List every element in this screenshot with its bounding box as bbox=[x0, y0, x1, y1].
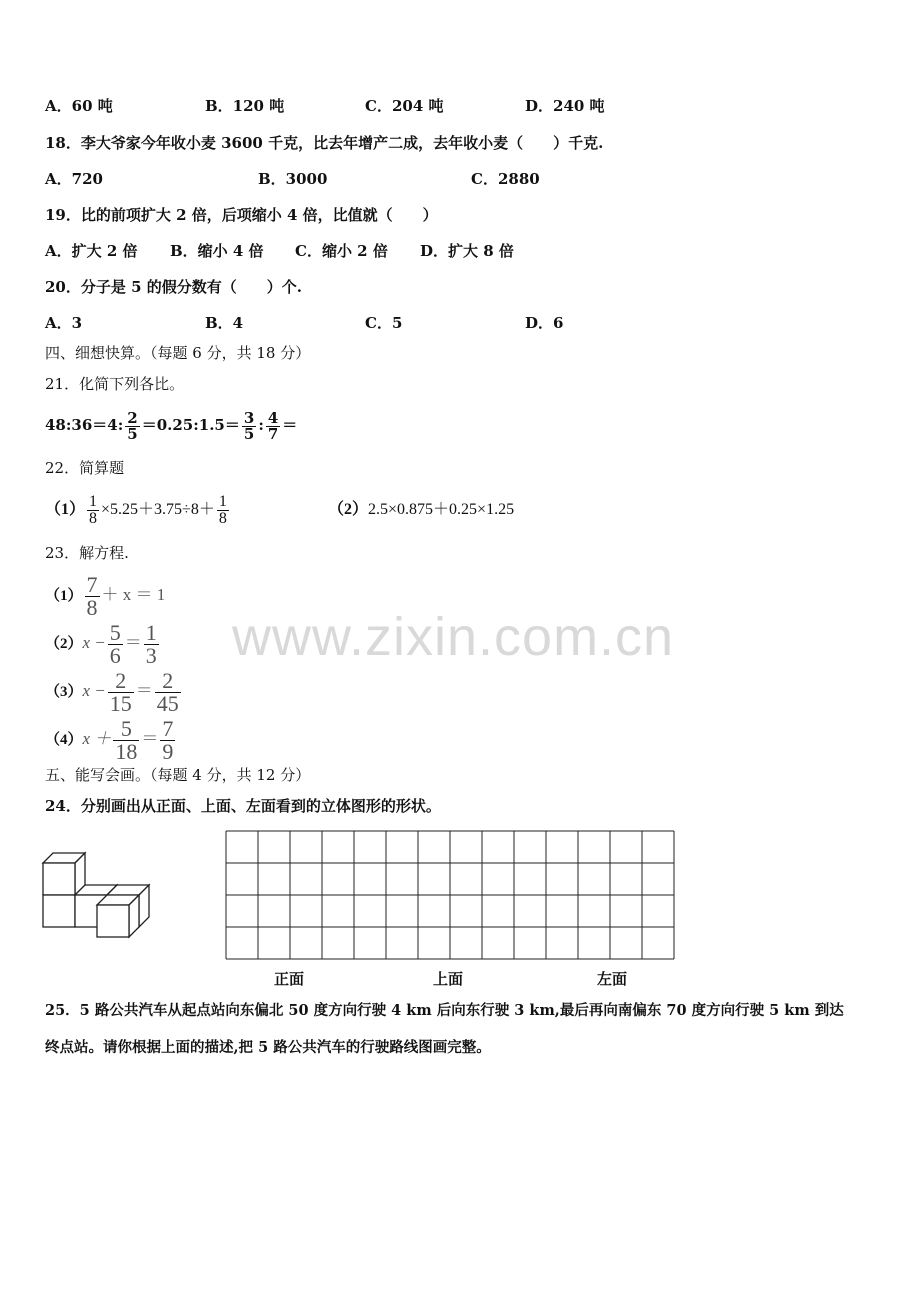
q23-equation-1: （1） $\frac{7}{8}$ ＋ x ＝ 1 bbox=[45, 572, 166, 621]
q20-option-c: C．5 bbox=[365, 314, 403, 332]
q21-expression: 48:36＝4: $\frac{2}{5}$ ＝0.25:1.5＝ $\frac{3}{5}$ : $\frac{4}{7}$ ＝ bbox=[45, 408, 298, 443]
q22-expression-1: （1） $\frac{1}{8}$ ×5.25＋3.75÷8＋ $\frac{1}{8}$ bbox=[45, 492, 227, 527]
q17-option-c: C．204 吨 bbox=[365, 97, 444, 115]
q21-stem: 21．化简下列各比。 bbox=[45, 375, 185, 393]
q17-option-d: D．240 吨 bbox=[525, 97, 605, 115]
q23-equation-2: （2）x − $\frac{5}{6}$ ＝ $\frac{1}{3}$ bbox=[45, 620, 157, 669]
q19-stem: 19．比的前项扩大 2 倍，后项缩小 4 倍，比值就（ ） bbox=[45, 206, 438, 224]
q17-option-b: B．120 吨 bbox=[205, 97, 285, 115]
q18-option-a: A．720 bbox=[45, 170, 103, 188]
section-4-heading: 四、细想快算。（每题 6 分，共 18 分） bbox=[45, 344, 311, 362]
label-front-view: 正面 bbox=[274, 970, 305, 988]
q22-stem: 22．简算题 bbox=[45, 459, 125, 477]
q19-option-b: B．缩小 4 倍 bbox=[170, 242, 264, 260]
q18-stem: 18．李大爷家今年收小麦 3600 千克，比去年增产二成，去年收小麦（ ）千克. bbox=[45, 134, 604, 152]
cube-stack-figure bbox=[40, 850, 155, 940]
q19-option-c: C．缩小 2 倍 bbox=[295, 242, 388, 260]
label-left-view: 左面 bbox=[597, 970, 628, 988]
label-top-view: 上面 bbox=[433, 970, 464, 988]
q18-option-b: B．3000 bbox=[258, 170, 328, 188]
section-5-heading: 五、能写会画。（每题 4 分，共 12 分） bbox=[45, 766, 311, 784]
watermark: www.zixin.com.cn bbox=[232, 607, 675, 667]
q24-stem: 24．分别画出从正面、上面、左面看到的立体图形的形状。 bbox=[45, 797, 441, 815]
q19-option-d: D．扩大 8 倍 bbox=[420, 242, 514, 260]
drawing-grid[interactable] bbox=[225, 830, 675, 960]
q25-stem-line-2: 终点站。请你根据上面的描述,把 5 路公共汽车的行驶路线图画完整。 bbox=[45, 1039, 491, 1056]
q17-option-a: A．60 吨 bbox=[45, 97, 113, 115]
q22-expression-2: （2）2.5×0.875＋0.25×1.25 bbox=[328, 501, 515, 518]
q20-stem: 20．分子是 5 的假分数有（ ）个. bbox=[45, 278, 302, 296]
q23-stem: 23．解方程. bbox=[45, 544, 129, 562]
q19-option-a: A．扩大 2 倍 bbox=[45, 242, 138, 260]
q18-option-c: C．2880 bbox=[471, 170, 540, 188]
q20-option-a: A．3 bbox=[45, 314, 83, 332]
q25-stem-line-1: 25．5 路公共汽车从起点站向东偏北 50 度方向行驶 4 km 后向东行驶 3 km,最后再向南偏东 70 度方向行驶 5 km 到达 bbox=[45, 1002, 844, 1019]
q23-equation-3: （3）x − $\frac{2}{15}$ ＝ $\frac{2}{45}$ bbox=[45, 668, 179, 717]
q20-option-d: D．6 bbox=[525, 314, 564, 332]
q20-option-b: B．4 bbox=[205, 314, 244, 332]
q23-equation-4: （4）x ＋ $\frac{5}{18}$ ＝ $\frac{7}{9}$ bbox=[45, 716, 174, 765]
